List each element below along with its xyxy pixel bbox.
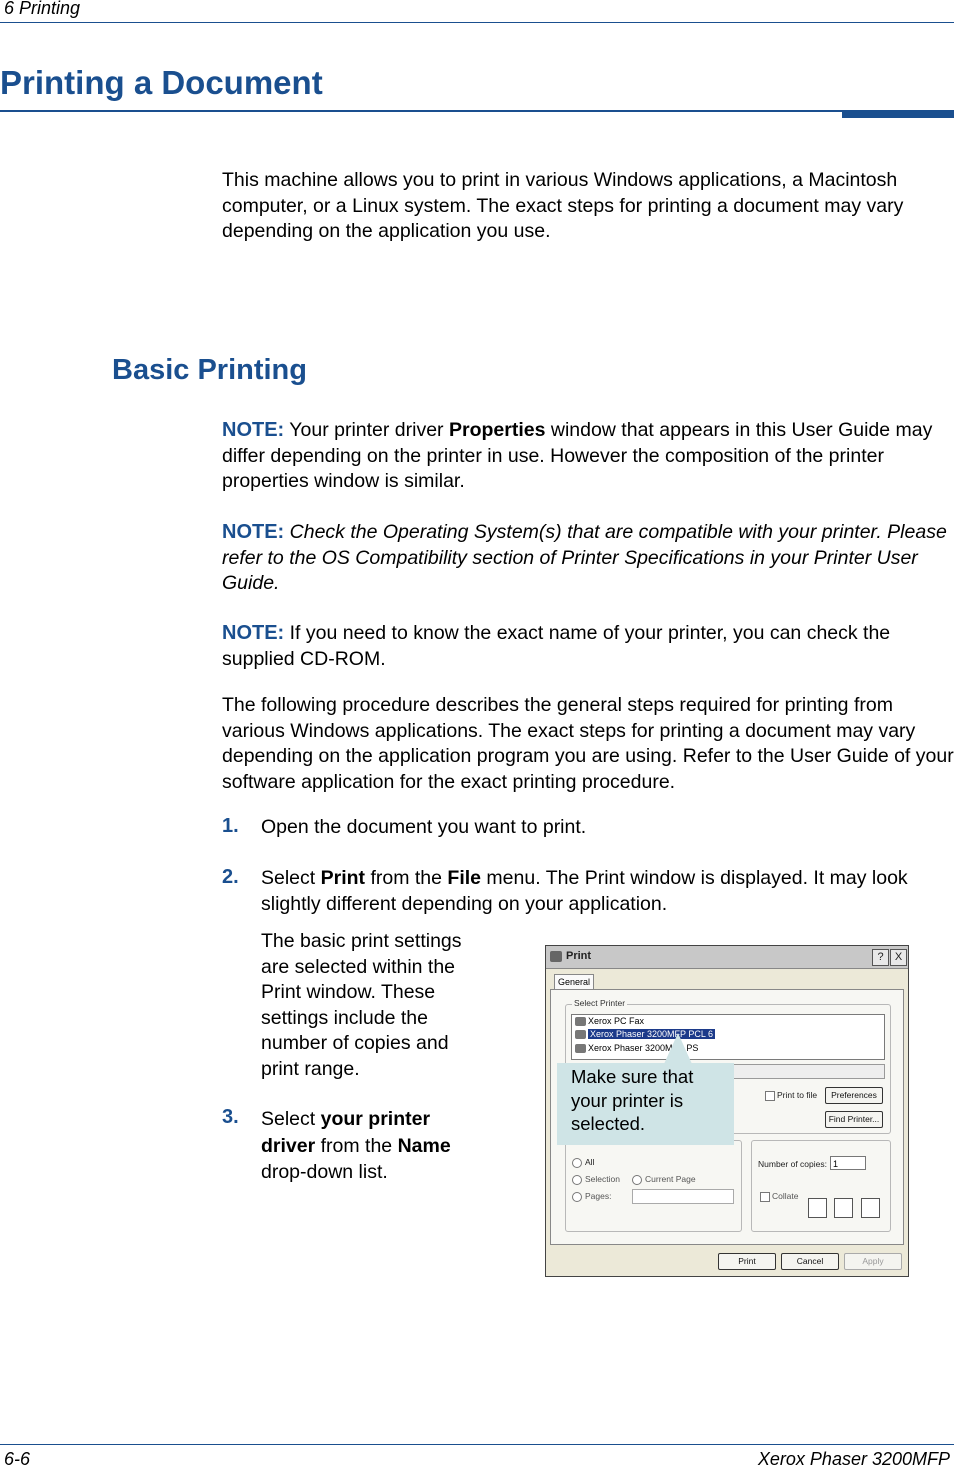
product-name: Xerox Phaser 3200MFP [757,1449,950,1469]
intro-paragraph: This machine allows you to print in various Windows applications, a Macintosh computer, or a Linux system. The exact steps for printing a document may vary depending on the application you use. [222,169,904,242]
header-rule [0,22,954,23]
collate-checkbox[interactable] [760,1192,770,1202]
dialog-title: Print [566,950,592,962]
callout-box: Make sure that your printer is selected. [557,1063,734,1145]
step-text-part: from the [315,1134,398,1157]
step-text-part: from the [365,867,448,889]
note-bold: Properties [448,419,546,441]
note-text: If you need to know the exact name of your printer, you can check the supplied CD-ROM. [222,622,891,670]
callout-pointer [664,1033,692,1064]
collate-page-icon [808,1198,827,1218]
fax-printer-icon [575,1017,586,1026]
note-label: NOTE: [222,521,285,543]
apply-button[interactable]: Apply [844,1253,902,1270]
running-header: 6 Printing [4,0,81,18]
step-text-bold: File [447,867,482,889]
collate-label: Collate [772,1191,799,1201]
step-text [261,866,954,917]
current-page-label: Current Page [645,1174,696,1184]
help-button[interactable]: ? [872,949,889,966]
collate-page-icon [834,1198,853,1218]
tab-general[interactable]: General [554,974,594,990]
section-title: Basic Printing [112,354,307,386]
step-text-part: Select [261,1108,321,1130]
close-button[interactable]: X [890,949,907,966]
cancel-button[interactable]: Cancel [781,1253,839,1270]
title-rule [0,110,954,112]
collate-page-icon [861,1198,880,1218]
printer-icon [575,1044,586,1053]
note-label: NOTE: [222,419,285,441]
note-text: window that appears in this User Guide may differ depending on the printer in use. However the composition of the printer properties window is similar. [222,419,933,492]
copies-group [751,1140,891,1232]
group-label: Select Printer [574,998,626,1008]
step-text-bold: Print [320,867,366,889]
note-1 [222,418,954,495]
note-3 [222,621,954,672]
preferences-button[interactable]: Preferences [825,1087,883,1104]
pages-label: Pages: [585,1191,612,1201]
title-accent-bar [842,112,954,118]
number-of-copies-label: Number of copies: [758,1159,827,1169]
step-text-part: menu. The Print window is displayed. It may look slightly different depending on your application. [261,867,908,915]
step-text-part: drop-down list. [261,1161,388,1183]
all-label: All [585,1157,595,1167]
step-text-bold: your printer driver [261,1108,431,1157]
note-text: Your printer driver [284,419,449,441]
pages-radio[interactable] [572,1192,582,1202]
find-printer-button[interactable]: Find Printer... [825,1111,883,1128]
page-range-group [565,1140,742,1232]
printer-item-selected[interactable]: Xerox Phaser 3200MFP PCL 6 [590,1029,714,1039]
note-text: Check the Operating System(s) that are compatible with your printer. Please refer to the OS Compatibility section of Printer Specifications in your Printer User Guide. [222,521,947,594]
step-number: 2. [222,866,239,888]
print-button[interactable]: Print [718,1253,776,1270]
page-title: Printing a Document [0,64,323,101]
printer-icon [575,1030,586,1039]
note-2 [222,520,954,597]
all-radio[interactable] [572,1158,582,1168]
selection-radio[interactable] [572,1175,582,1185]
current-page-radio[interactable] [632,1175,642,1185]
step-number: 1. [222,815,239,837]
page-number: 6-6 [4,1449,31,1469]
footer-rule [0,1444,954,1445]
dialog-titlebar [546,946,908,969]
printer-item[interactable]: Xerox Phaser 3200MFP PS [588,1043,699,1053]
selection-label: Selection [585,1174,620,1184]
printer-list[interactable] [571,1014,885,1060]
copies-input[interactable]: 1 [830,1156,866,1170]
print-to-file-checkbox[interactable] [765,1091,775,1101]
step-2-detail: The basic print settings are selected within the Print window. These settings include the number of copies and print range. [261,930,462,1080]
printer-item[interactable]: Xerox PC Fax [588,1016,645,1026]
step-text [261,1106,486,1186]
procedure-intro: The following procedure describes the general steps required for printing from various Windows applications. The exact steps for printing a document may vary depending on the application program you are using. Refer to the User Guide of your software application for the exact printing procedure. [222,694,954,793]
step-text-bold: Name [397,1134,451,1157]
note-label: NOTE: [222,622,285,644]
step-text-part: Select [261,867,321,889]
print-to-file-label: Print to file [777,1090,818,1100]
pages-input[interactable] [632,1189,734,1204]
step-text: Open the document you want to print. [261,816,587,838]
printer-icon [550,951,562,962]
step-number: 3. [222,1106,239,1128]
